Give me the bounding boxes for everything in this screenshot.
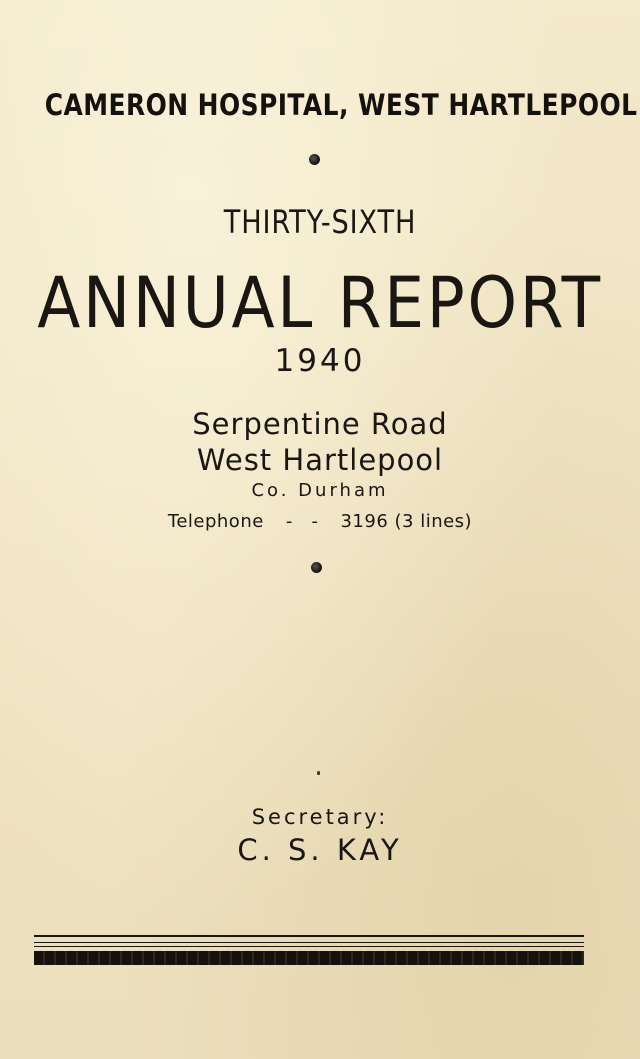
secretary-label: Secretary: [251,805,389,829]
report-title: ANNUAL REPORT [37,262,603,344]
bullet-ornament-icon [311,562,322,573]
institution-name: CAMERON HOSPITAL, WEST HARTLEPOOL [44,88,638,122]
address-county: Co. Durham [251,480,389,501]
report-year: 1940 [274,343,366,379]
divider-band [34,951,584,965]
telephone-dashes: - - [285,511,319,532]
divider-rule [34,946,584,947]
report-ordinal: THIRTY-SIXTH [223,203,417,241]
telephone-label: Telephone [167,511,264,532]
small-dot-icon [317,771,320,775]
divider-rule [34,942,584,943]
address-line-2: West Hartlepool [196,443,444,477]
bullet-ornament-icon [309,154,320,165]
telephone-line [0,511,640,532]
address-line-1: Serpentine Road [192,407,448,441]
divider-rule [34,935,584,937]
secretary-name: C. S. KAY [237,833,403,867]
telephone-number: 3196 (3 lines) [340,511,473,532]
